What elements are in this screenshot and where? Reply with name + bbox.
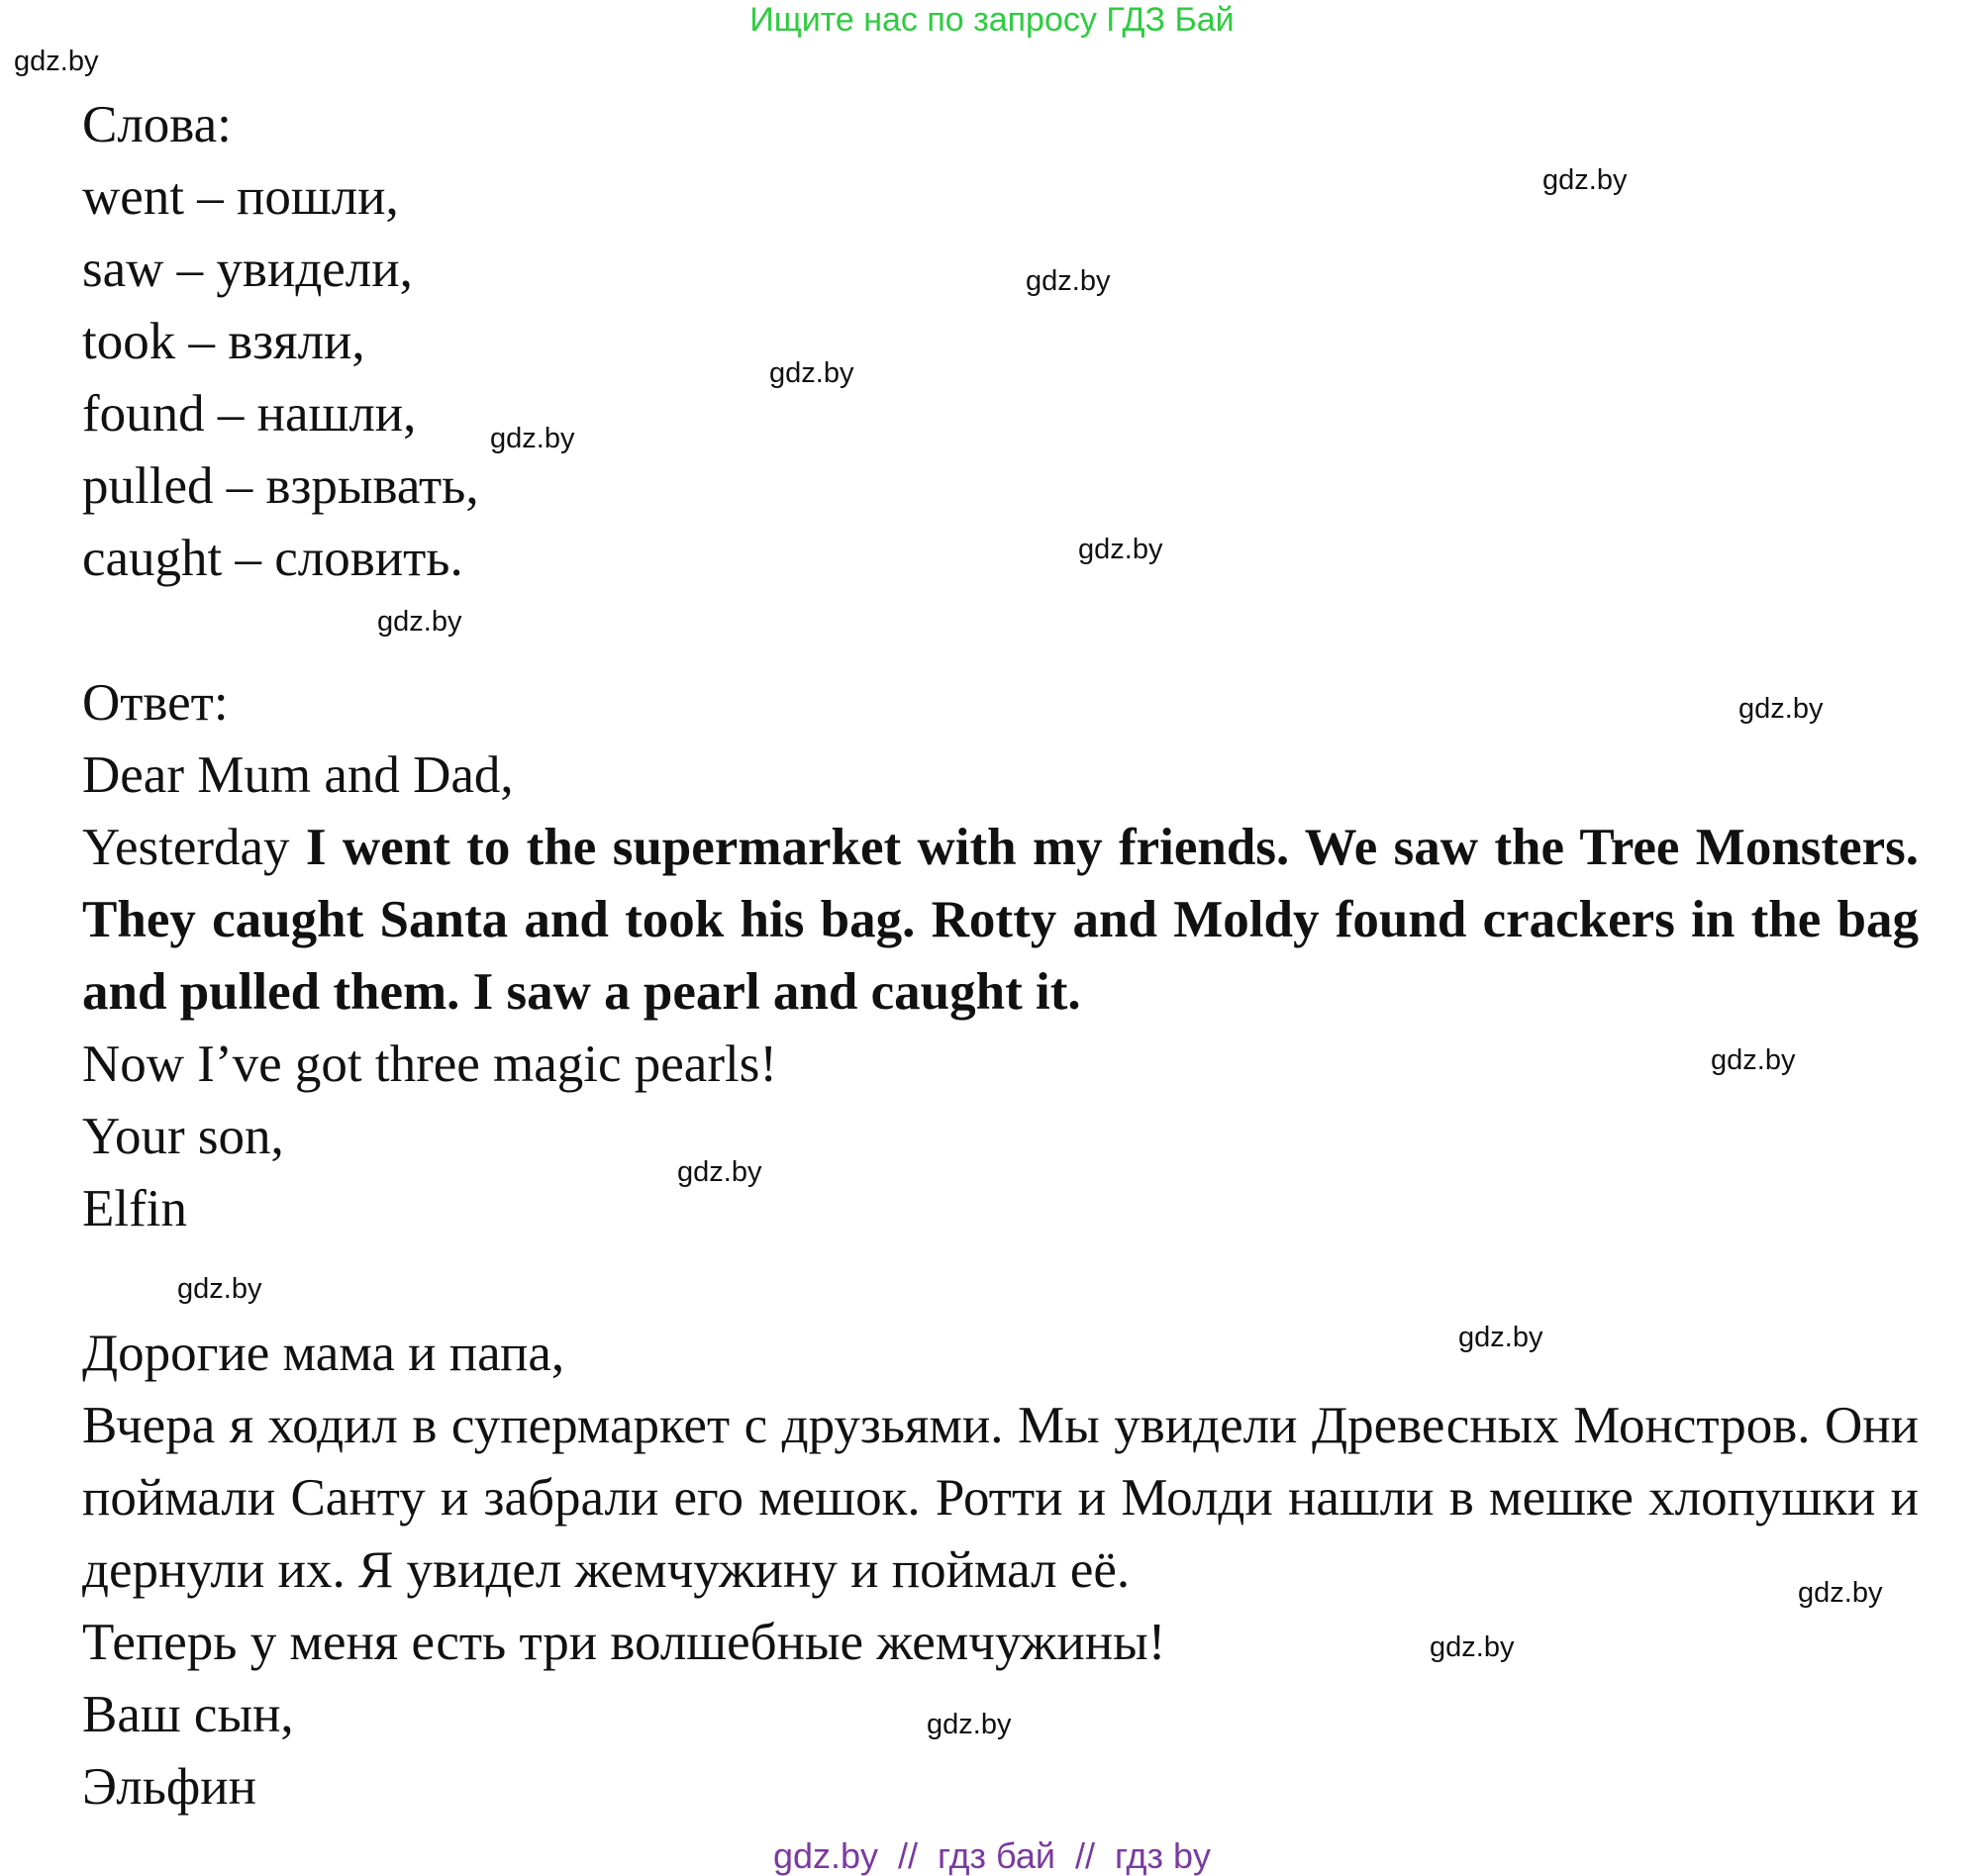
word-item: took – взяли,: [82, 313, 365, 370]
watermark: gdz.by: [1798, 1577, 1883, 1609]
watermark: gdz.by: [677, 1156, 762, 1188]
watermark: gdz.by: [927, 1709, 1012, 1740]
russian-closing: Ваш сын,: [82, 1686, 294, 1743]
words-heading: Слова:: [82, 96, 232, 153]
english-body: [82, 812, 1919, 1029]
russian-signature: Эльфин: [82, 1758, 256, 1816]
russian-body: Вчера я ходил в супермаркет с друзьями. Мы увидели Древесных Монстров. Они поймали Санту и забрали его мешок. Ротти и Молди нашли в мешке хлопушки и дернули их. Я увидел жемчужину и поймал её.: [82, 1397, 1919, 1599]
watermark: gdz.by: [1430, 1631, 1515, 1663]
english-pearls: Now I’ve got three magic pearls!: [82, 1036, 777, 1093]
solution-content: [82, 89, 1919, 1824]
answer-heading: Ответ:: [82, 674, 229, 732]
watermark: gdz.by: [1458, 1322, 1543, 1353]
russian-pearls: Теперь у меня есть три волшебные жемчужины!: [82, 1614, 1166, 1671]
search-banner: Ищите нас по запросу ГДЗ Бай: [749, 1, 1235, 39]
english-body-start: Yesterday: [82, 819, 306, 876]
watermark: gdz.by: [1026, 265, 1111, 297]
english-closing: Your son,: [82, 1108, 284, 1165]
russian-greeting: Дорогие мама и папа,: [82, 1325, 565, 1382]
footer-links: gdz.by // гдз бай // гдз by: [772, 1835, 1212, 1876]
word-item: saw – увидели,: [82, 241, 413, 298]
word-item: caught – словить.: [82, 530, 463, 587]
watermark: gdz.by: [769, 357, 854, 389]
english-greeting: Dear Mum and Dad,: [82, 746, 514, 804]
watermark: gdz.by: [1738, 693, 1824, 725]
watermark: gdz.by: [1542, 164, 1628, 196]
word-item: pulled – взрывать,: [82, 457, 479, 515]
word-item: found – нашли,: [82, 385, 417, 443]
watermark: gdz.by: [177, 1273, 262, 1305]
english-body-answer: I went to the supermarket with my friends. We saw the Tree Monsters. They caught Santa and took his bag. Rotty and Moldy found crackers in the bag and pulled them. I saw a pearl and caught it.: [82, 819, 1919, 1021]
watermark: gdz.by: [1078, 534, 1163, 565]
watermark: gdz.by: [490, 423, 575, 454]
watermark: gdz.by: [377, 606, 462, 638]
watermark: gdz.by: [14, 46, 99, 77]
word-item: went – пошли,: [82, 168, 399, 226]
watermark: gdz.by: [1711, 1044, 1796, 1076]
english-signature: Elfin: [82, 1180, 187, 1237]
